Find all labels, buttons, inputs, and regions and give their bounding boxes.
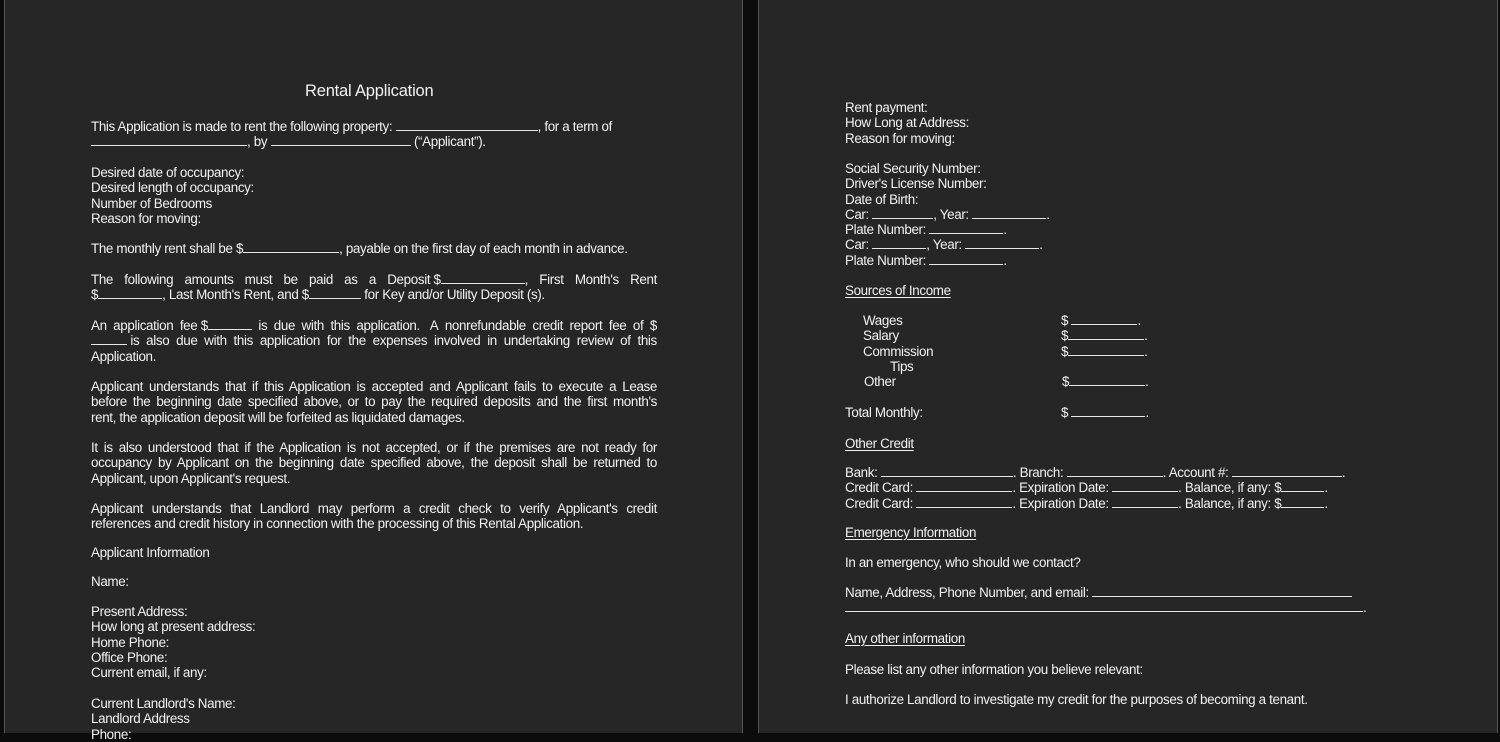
term-blank[interactable]: [91, 134, 247, 146]
field-bedrooms: Number of Bedrooms: [91, 195, 212, 211]
bank-blank[interactable]: [881, 465, 1013, 477]
credit-fee-blank[interactable]: [91, 333, 127, 345]
property-blank[interactable]: [396, 119, 538, 131]
emergency-contact-line: Name, Address, Phone Number, and email:: [845, 585, 1352, 600]
forfeit-paragraph: Applicant understands that if this Application is accepted and Applicant fails to execute a Lease before the beginning date specified above, or to pay the required deposits and the first month's rent, the application deposit will be forfeited as liquidated damages.: [91, 379, 657, 425]
other-credit-heading: Other Credit: [845, 436, 914, 451]
emergency-contact-line-2: .: [845, 600, 1366, 615]
credit-card-1-line: Credit Card: . Expiration Date: . Balance, if any: $ .: [845, 480, 1328, 496]
balance-2-blank[interactable]: [1281, 496, 1324, 508]
branch-blank[interactable]: [1067, 465, 1163, 477]
field-landlord-address: Landlord Address: [91, 711, 190, 727]
address-fields: [91, 604, 255, 680]
field-drivers-license: Driver's License Number:: [845, 176, 987, 192]
deposit-blank[interactable]: [441, 272, 525, 284]
total-monthly-blank[interactable]: [1071, 405, 1145, 417]
field-landlord-name: Current Landlord's Name:: [91, 696, 236, 711]
card-1-blank[interactable]: [916, 480, 1012, 492]
card-2-blank[interactable]: [916, 496, 1012, 508]
landlord-fields: [91, 696, 236, 742]
field-desired-length: Desired length of occupancy:: [91, 180, 254, 196]
monthly-rent-line: The monthly rent shall be $ , payable on the first day of each month in advance.: [91, 241, 628, 256]
income-label-other: Other: [864, 374, 896, 389]
income-amount-salary: $ .: [1061, 328, 1148, 343]
credit-authorization: I authorize Landlord to investigate my credit for the purposes of becoming a tenant.: [845, 692, 1308, 707]
year-1-blank[interactable]: [972, 207, 1046, 219]
intro-line-2: , by (“Applicant”).: [91, 134, 486, 149]
vehicle-2-car-line: Car: , Year: .: [845, 237, 1043, 253]
field-reason-moving: Reason for moving:: [91, 210, 201, 226]
field-how-long-address: How Long at Address:: [845, 115, 970, 131]
field-landlord-phone: Phone:: [91, 726, 132, 742]
document-page-1: [4, 0, 743, 742]
income-amount-commission: $ .: [1061, 344, 1148, 359]
rent-amount-blank[interactable]: [243, 241, 339, 253]
vehicle-1-car-line: Car: , Year: .: [845, 206, 1050, 222]
balance-1-blank[interactable]: [1281, 480, 1324, 492]
field-name: Name:: [91, 574, 129, 589]
credit-card-2-line: Credit Card: . Expiration Date: . Balance, if any: $ .: [845, 495, 1328, 511]
id-vehicle-fields: [845, 161, 1050, 268]
field-office-phone: Office Phone:: [91, 649, 168, 665]
credit-fields: [845, 465, 1345, 511]
document-page-2: [758, 0, 1498, 733]
document-title: Rental Application: [305, 82, 434, 100]
occupancy-fields: [91, 165, 254, 226]
residence-fields: [845, 100, 969, 146]
bank-line: Bank: . Branch: . Account #: .: [845, 465, 1346, 480]
car-1-blank[interactable]: [872, 207, 933, 219]
wages-blank[interactable]: [1071, 313, 1137, 325]
field-home-phone: Home Phone:: [91, 634, 170, 650]
last-month-blank[interactable]: [309, 287, 361, 299]
other-info-prompt: Please list any other information you believe relevant:: [845, 662, 1143, 677]
return-paragraph: It is also understood that if the Application is not accepted, or if the premises are not ready for occupancy by Applicant on the beginning date specified above, the deposit shall be returned to Applicant, upon Applicant's request.: [91, 440, 657, 486]
plate-1-blank[interactable]: [929, 222, 1003, 234]
emergency-question: In an emergency, who should we contact?: [845, 555, 1081, 570]
income-label-tips: Tips: [890, 359, 914, 374]
app-fee-blank[interactable]: [208, 318, 252, 330]
field-desired-date: Desired date of occupancy:: [91, 165, 245, 180]
other-info-heading: Any other information: [845, 631, 965, 646]
account-blank[interactable]: [1232, 465, 1342, 477]
application-fee-paragraph: An application fee $ is due with this application. A nonrefundable credit report fee of $ is also due with this application for the expenses involved in undertaking review of this Application.: [91, 318, 657, 364]
intro-line-1: This Application is made to rent the following property: , for a term of: [91, 119, 612, 134]
field-present-address: Present Address:: [91, 604, 188, 619]
plate-2-blank[interactable]: [929, 253, 1003, 265]
car-2-blank[interactable]: [872, 237, 926, 249]
exp-1-blank[interactable]: [1112, 480, 1178, 492]
first-month-blank[interactable]: [98, 287, 162, 299]
deposit-paragraph: The following amounts must be paid as a Deposit $ , First Month's Rent $ , Last Month's Rent, and $ for Key and/or Utility Deposit (s).: [91, 272, 657, 303]
salary-blank[interactable]: [1068, 328, 1144, 340]
field-reason-moving-2: Reason for moving:: [845, 130, 955, 146]
vehicle-2-plate-line: Plate Number: .: [845, 252, 1007, 268]
applicant-blank[interactable]: [271, 134, 411, 146]
income-label-commission: Commission: [863, 344, 934, 359]
field-ssn: Social Security Number:: [845, 161, 981, 176]
field-dob: Date of Birth:: [845, 191, 919, 207]
year-2-blank[interactable]: [965, 237, 1039, 249]
commission-blank[interactable]: [1068, 344, 1144, 356]
income-label-salary: Salary: [863, 328, 899, 343]
emergency-heading: Emergency Information: [845, 525, 977, 540]
income-heading: Sources of Income: [845, 283, 951, 298]
total-monthly-amount: $ .: [1061, 405, 1149, 420]
field-email: Current email, if any:: [91, 665, 207, 681]
field-rent-payment: Rent payment:: [845, 100, 928, 115]
emergency-contact-blank-2[interactable]: [845, 600, 1363, 612]
exp-2-blank[interactable]: [1112, 496, 1178, 508]
field-how-long: How long at present address:: [91, 619, 256, 635]
income-amount-wages: $ .: [1061, 313, 1141, 328]
emergency-contact-blank[interactable]: [1092, 585, 1352, 597]
vehicle-1-plate-line: Plate Number: .: [845, 222, 1007, 238]
income-label-wages: Wages: [863, 313, 903, 328]
income-amount-other: $ .: [1062, 374, 1149, 389]
credit-check-paragraph: Applicant understands that Landlord may perform a credit check to verify Applicant's credit references and credit history in connection with the processing of this Rental Application.: [91, 501, 657, 532]
applicant-info-heading: Applicant Information: [91, 545, 210, 560]
total-monthly-label: Total Monthly:: [845, 405, 923, 420]
other-income-blank[interactable]: [1069, 374, 1145, 386]
